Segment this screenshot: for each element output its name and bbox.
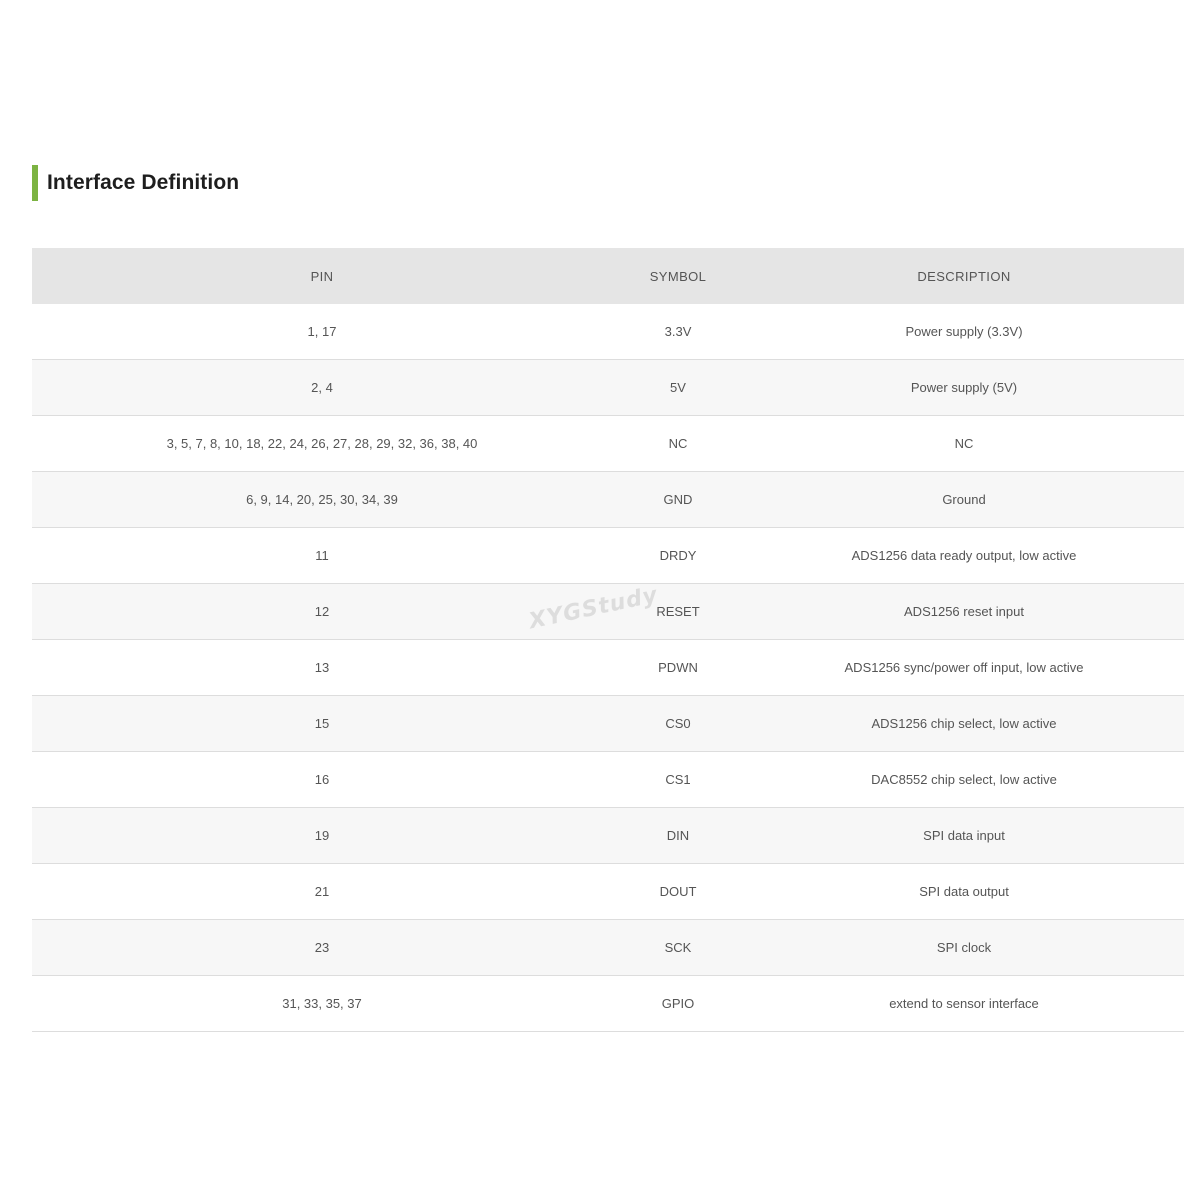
table-header-row bbox=[32, 248, 1184, 304]
description-cell: SPI data input bbox=[744, 808, 1184, 864]
symbol-cell: NC bbox=[612, 416, 744, 472]
description-cell: ADS1256 sync/power off input, low active bbox=[744, 640, 1184, 696]
pin-cell: 21 bbox=[32, 864, 612, 920]
interface-definition-table bbox=[32, 248, 1184, 1032]
table-row bbox=[32, 360, 1184, 416]
header-symbol: SYMBOL bbox=[612, 248, 744, 304]
description-cell: Power supply (3.3V) bbox=[744, 304, 1184, 360]
pin-cell: 31, 33, 35, 37 bbox=[32, 976, 612, 1032]
description-cell: SPI data output bbox=[744, 864, 1184, 920]
symbol-cell: PDWN bbox=[612, 640, 744, 696]
symbol-cell: CS0 bbox=[612, 696, 744, 752]
symbol-cell: 3.3V bbox=[612, 304, 744, 360]
pin-cell: 19 bbox=[32, 808, 612, 864]
table-row bbox=[32, 976, 1184, 1032]
table-row bbox=[32, 584, 1184, 640]
description-cell: ADS1256 chip select, low active bbox=[744, 696, 1184, 752]
section-header bbox=[32, 165, 239, 201]
pin-cell: 6, 9, 14, 20, 25, 30, 34, 39 bbox=[32, 472, 612, 528]
table-row bbox=[32, 416, 1184, 472]
pin-cell: 15 bbox=[32, 696, 612, 752]
description-cell: ADS1256 data ready output, low active bbox=[744, 528, 1184, 584]
description-cell: SPI clock bbox=[744, 920, 1184, 976]
header-pin: PIN bbox=[32, 248, 612, 304]
symbol-cell: RESET bbox=[612, 584, 744, 640]
section-title: Interface Definition bbox=[47, 171, 240, 194]
table-row bbox=[32, 640, 1184, 696]
pin-cell: 11 bbox=[32, 528, 612, 584]
symbol-cell: SCK bbox=[612, 920, 744, 976]
description-cell: NC bbox=[744, 416, 1184, 472]
table-row bbox=[32, 864, 1184, 920]
description-cell: Ground bbox=[744, 472, 1184, 528]
symbol-cell: DRDY bbox=[612, 528, 744, 584]
watermark: XYGStudy bbox=[526, 582, 661, 635]
pin-cell: 23 bbox=[32, 920, 612, 976]
table-row bbox=[32, 696, 1184, 752]
header-description: DESCRIPTION bbox=[744, 248, 1184, 304]
symbol-cell: DOUT bbox=[612, 864, 744, 920]
table-row bbox=[32, 528, 1184, 584]
pin-cell: 12 bbox=[32, 584, 612, 640]
symbol-cell: DIN bbox=[612, 808, 744, 864]
description-cell: ADS1256 reset input bbox=[744, 584, 1184, 640]
pin-cell: 1, 17 bbox=[32, 304, 612, 360]
description-cell: Power supply (5V) bbox=[744, 360, 1184, 416]
description-cell: extend to sensor interface bbox=[744, 976, 1184, 1032]
table-row bbox=[32, 920, 1184, 976]
table-row bbox=[32, 304, 1184, 360]
table-row bbox=[32, 808, 1184, 864]
pin-cell: 3, 5, 7, 8, 10, 18, 22, 24, 26, 27, 28, 29, 32, 36, 38, 40 bbox=[32, 416, 612, 472]
symbol-cell: 5V bbox=[612, 360, 744, 416]
section-accent-bar bbox=[32, 165, 38, 201]
symbol-cell: CS1 bbox=[612, 752, 744, 808]
symbol-cell: GPIO bbox=[612, 976, 744, 1032]
description-cell: DAC8552 chip select, low active bbox=[744, 752, 1184, 808]
pin-cell: 2, 4 bbox=[32, 360, 612, 416]
symbol-cell: GND bbox=[612, 472, 744, 528]
pin-cell: 16 bbox=[32, 752, 612, 808]
pin-cell: 13 bbox=[32, 640, 612, 696]
table-row bbox=[32, 472, 1184, 528]
table-row bbox=[32, 752, 1184, 808]
